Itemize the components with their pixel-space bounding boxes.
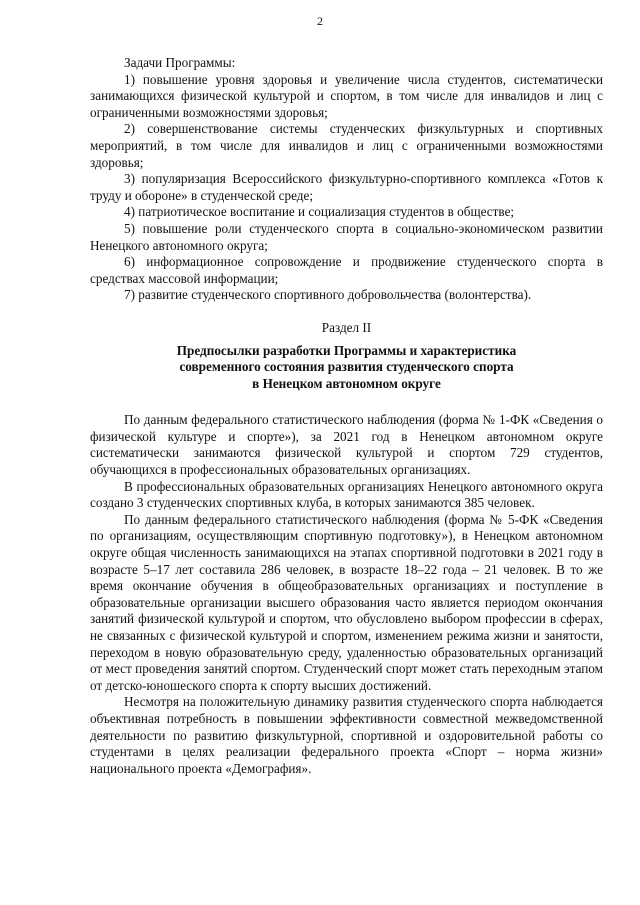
task-item: 5) повышение роли студенческого спорта в социально-экономическом развитии Ненецкого автономного округа; (90, 220, 603, 253)
body-paragraph: Несмотря на положительную динамику развития студенческого спорта наблюдается объективная потребность в повышении эффективности совместной межведомственной деятельности по развитию физкультурной, спортивной и оздоровительной работы со студентами в целях реализации федерального проекта «Спорт – норма жизни» национального проекта «Демография». (90, 694, 603, 776)
task-item: 3) популяризация Всероссийского физкультурно-спортивного комплекса «Готов к труду и обороне» в студенческой среде; (90, 171, 603, 203)
section-title-line: в Ненецком автономном округе (252, 375, 441, 391)
body-paragraph: По данным федерального статистического наблюдения (форма № 1-ФК «Сведения о физической культуре и спорте»), за 2021 год в Ненецком автономном округе систематически занимаются физической культурой и спортом 729 студентов, обучающихся в профессиональных образовательных организациях. (90, 412, 603, 478)
body-paragraph: По данным федерального статистического наблюдения (форма № 5-ФК «Сведения по организациям, осуществляющим спортивную подготовку»), в Ненецком автономном округе общая численность занимающихся на этапах спортивной подготовки в 2021 году в возрасте 5–17 лет составила 286 человек, в возрасте 18–22 года – 21 человек. В то же время окончание обучения в общеобразовательных организациях и поступление в образовательные организации высшего образования часто является периодом окончания занятий физической культурой и спортом, что обусловлено выбором профессии в сферах, не связанных с физической культурой и спортом, изменением режима жизни и занятости, переходом в новую образовательную среду, удаленностью образовательных организаций от мест проведения занятий спортом. Студенческий спорт может стать переходным этапом от детско-юношеского спорта к спорту высших достижений. (90, 511, 603, 693)
task-item: 4) патриотическое воспитание и социализация студентов в обществе; (124, 204, 515, 220)
body-paragraph: В профессиональных образовательных организациях Ненецкого автономного округа создано 3 студенческих спортивных клуба, в которых занимаются 385 человек. (90, 478, 603, 511)
task-item: 7) развитие студенческого спортивного добровольчества (волонтерства). (124, 287, 532, 303)
section-title (90, 343, 603, 393)
tasks-heading: Задачи Программы: (124, 55, 236, 70)
section-label: Раздел II (321, 319, 372, 335)
document-body (90, 55, 603, 777)
task-item: 6) информационное сопровождение и продвижение студенческого спорта в средствах массовой информации; (90, 254, 603, 286)
page-number: 2 (317, 14, 323, 28)
task-item: 2) совершенствование системы студенческих физкультурных и спортивных мероприятий, в том числе для инвалидов и лиц с ограниченными возможностями здоровья; (90, 121, 603, 170)
section-title-line: Предпосылки разработки Программы и характеристика (176, 342, 517, 358)
section-title-line: современного состояния развития студенческого спорта (179, 359, 514, 375)
task-item: 1) повышение уровня здоровья и увеличение числа студентов, систематически занимающихся физической культурой и спортом, в том числе для инвалидов и лиц с ограниченными возможностями здоровья; (90, 71, 603, 120)
